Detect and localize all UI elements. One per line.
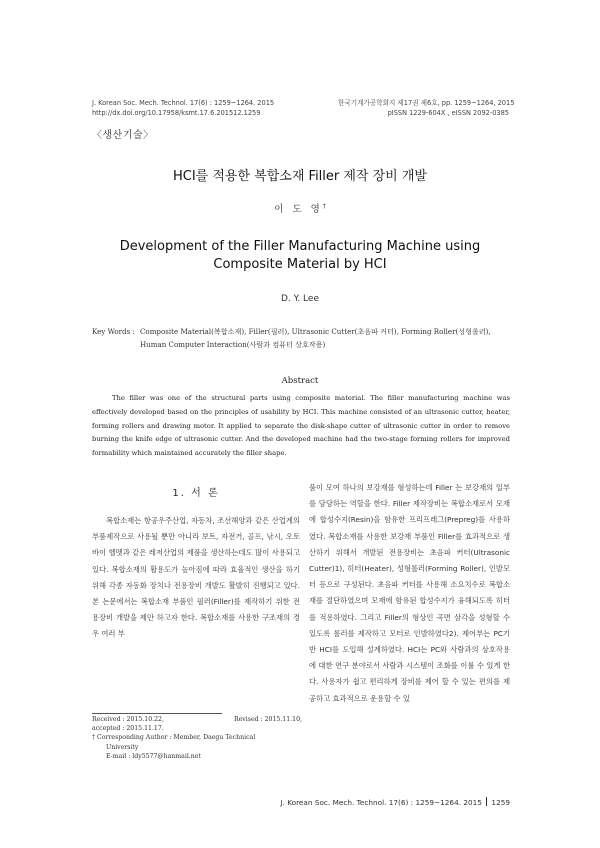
author-name: 이 도 영 [274, 204, 323, 215]
footnote-divider [92, 713, 222, 714]
footnotes [92, 715, 302, 761]
keywords-label: Key Words : [92, 327, 135, 336]
journal-citation-korean: 한국기계가공학회지 제17권 제6호, pp. 1259~1264, 2015 [338, 99, 515, 107]
journal-citation: J. Korean Soc. Mech. Technol. 17(6) : 1259~1264. 2015 [92, 99, 275, 107]
english-title-line: Development of the Filler Manufacturing Machine using [119, 239, 481, 254]
abstract-text: The filler was one of the structural parts using composite material. The filler manufacturing machine was effectively developed based on the principles of usability by HCI. This machine consisted of an ultrasonic cutter, heater, forming rollers and drawing motor. It applied to separate the disk-shape cutter of ultrasonic cutter in order to remove burning the knife edge of ultrasonic cutter. And the developed machine had the two-stage forming rollers for improved formability which maintained accurately the filler shape. [92, 394, 510, 458]
body-text-left: 복합소재는 항공우주산업, 자동차, 조선해양과 같은 산업계의 부품제작으로 사용될 뿐만 아니라 보트, 자전거, 골프, 낚시, 오토바이 헬멧과 같은 레저산업의 제품을 생산하는데도 많이 사용되고 있다. 복합소재의 활용도가 높아짐에 따라 효율적인 생산을 하기 위해 각종 자동화 장치나 전용장비 개발도 활발히 진행되고 있다. 본 논문에서는 복합소재 부품인 필러(Filler)를 제작하기 위한 전용장비 개발을 제안 하고자 한다. 복합소재를 사용한 구조재의 경우 여러 부 [92, 516, 300, 639]
abstract-heading: Abstract [281, 376, 319, 386]
journal-header-right [338, 98, 515, 118]
korean-title: HCI를 적용한 복합소재 Filler 제작 장비 개발 [172, 169, 427, 184]
footer-citation: J. Korean Soc. Mech. Technol. 17(6) : 1259~1264. 2015 [280, 798, 482, 807]
corresponding-author: † Corresponding Author : Member, Daegu Technical [92, 734, 256, 742]
accepted-date: accepted : 2015.11.17. [92, 725, 164, 733]
english-title [0, 238, 600, 274]
footer-separator [486, 797, 488, 806]
article-category: 〈생산기술〉 [92, 130, 154, 141]
section-heading: 1. 서 론 [172, 488, 220, 499]
page-footer [280, 797, 510, 807]
journal-header-left [92, 98, 274, 118]
page-number: 1259 [491, 798, 510, 807]
author-email[interactable]: E-mail : ldy5577@hanmail.net [106, 752, 201, 760]
english-author: D. Y. Lee [281, 294, 319, 304]
keywords-line: Composite Material(복합소재), Filler(필러), Ultrasonic Cutter(초음파 커터), Forming Roller(성형롤러), [140, 327, 491, 336]
korean-author [0, 201, 600, 215]
english-title-line: Composite Material by HCI [213, 257, 387, 272]
doi-link[interactable]: http://dx.doi.org/10.17958/ksmt.17.6.201512.1259 [92, 109, 261, 117]
revised-date: Revised : 2015.11.10, [233, 716, 302, 723]
issn-info: pISSN 1229-604X , eISSN 2092-0385 [387, 109, 509, 117]
keywords-line: Human Computer Interaction(사람과 컴퓨터 상호작용) [140, 340, 326, 349]
body-text-right: 품이 모여 하나의 보강재를 형성하는데 Filler 는 보강재의 일부를 담당하는 역할을 한다. Filler 제작장비는 복합소재로서 모재에 합성수지(Resin)을 함유한 프리프레그(Prepreg)를 사용하였다. 복합소재를 사용한 보강재 부품인 Filler를 효과적으로 생산하기 위해서 개발된 전용장비는 초음파 커터(Ultrasonic Cutter)1), 히터(Heater), 성형롤러(Forming Roller), 인발모터 등으로 구성된다. 초음파 커터를 사용해 소요치수로 복합소재를 절단하였으며 모재에 함유된 합성수지가 융해되도록 히터를 적용하였다. 그리고 Filler의 형상인 곡면 삼각을 성형할 수 있도록 롤러를 제작하고 모터로 인발하였다2). 제어부는 PC기반 HCI를 도입해 설계하였다. HCI는 PC와 사람과의 상호작용에 대한 연구 분야로서 사람과 시스템이 조화를 이룰 수 있게 한다. 사용자가 쉽고 편리하게 장비를 제어 할 수 있는 편의를 제공하고 효과적으로 운용할 수 있 [309, 483, 510, 703]
keywords-block [92, 325, 512, 351]
author-affiliation: University [106, 743, 139, 751]
received-date: Received : 2015.10.22, [92, 716, 164, 723]
corresponding-mark: † [322, 202, 326, 210]
